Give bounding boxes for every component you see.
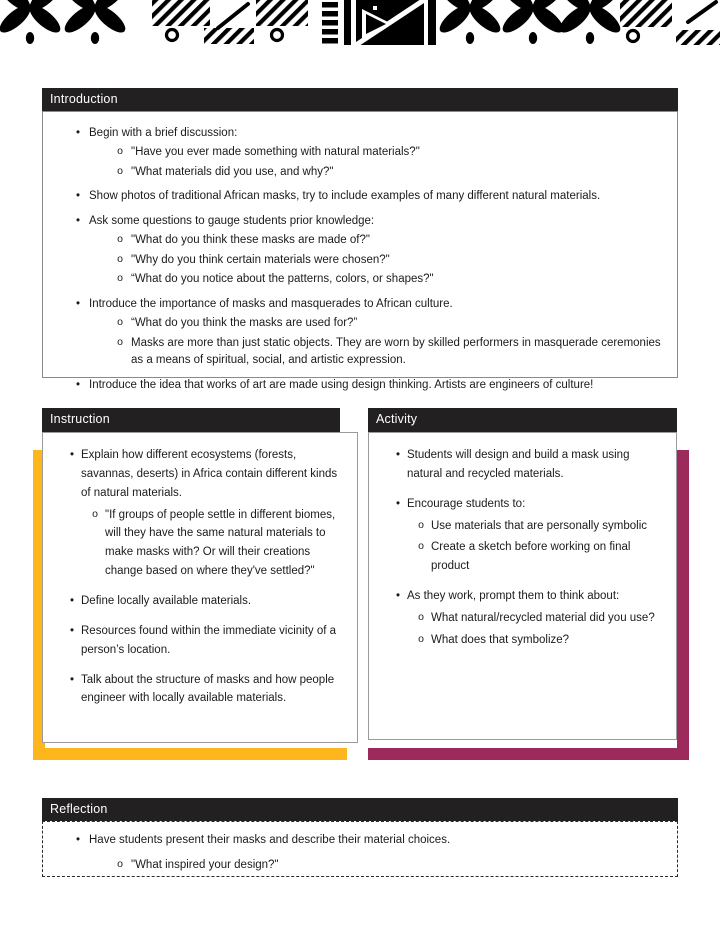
circle-marker: o — [117, 272, 123, 285]
small-ring-icon — [167, 30, 178, 41]
circle-marker: o — [117, 335, 123, 348]
list-item-text: “What do you notice about the patterns, colors, or shapes?" — [131, 273, 434, 286]
list-item — [369, 587, 676, 606]
circle-marker: o — [92, 507, 98, 520]
list-item — [43, 232, 677, 249]
list-item-text: "Have you ever made something with natural materials?" — [131, 146, 420, 159]
diagonal-stripes-icon — [152, 0, 210, 26]
instruction-box — [42, 432, 358, 743]
list-item — [369, 631, 676, 650]
list-item-text: Introduce the idea that works of art are made using design thinking. Artists are engineers of culture! — [89, 378, 594, 391]
introduction-section-header: Introduction — [42, 88, 678, 111]
bullet-marker: • — [75, 378, 81, 391]
instruction-list — [43, 433, 357, 708]
list-item-text: Students will design and build a mask using natural and recycled materials. — [407, 449, 630, 480]
list-item-text: Create a sketch before working on final product — [431, 541, 631, 573]
list-item — [43, 832, 677, 849]
bullet-marker: • — [75, 127, 81, 139]
bullet-marker: • — [75, 297, 81, 310]
list-item-text: "If groups of people settle in different biomes, will they have the same natural materials to make masks with? Or will their creations change based on where they've settled?" — [105, 508, 336, 578]
reflection-box — [42, 821, 678, 877]
list-item — [43, 315, 677, 332]
list-item-text: Introduce the importance of masks and masquerades to African culture. — [89, 297, 453, 310]
list-item — [369, 538, 676, 576]
bullet-marker: • — [69, 449, 75, 461]
bullet-marker: • — [75, 190, 81, 203]
list-item — [43, 144, 677, 161]
list-item — [369, 517, 676, 536]
list-item — [43, 377, 677, 394]
reflection-list — [43, 822, 677, 875]
bullet-marker: • — [75, 214, 81, 227]
list-item-text: Define locally available materials. — [81, 595, 252, 608]
reflection-section-header: Reflection — [42, 798, 678, 821]
activity-accent-bottom-bar — [368, 748, 689, 760]
instruction-accent-bottom-bar — [33, 748, 347, 760]
list-item-text: Use materials that are personally symbolic — [431, 519, 648, 532]
circle-marker: o — [418, 540, 424, 553]
list-item — [43, 271, 677, 288]
list-item — [43, 446, 357, 503]
list-item-text: Explain how different ecosystems (forests, savannas, deserts) in Africa contain different kinds of natural materials. — [81, 449, 338, 499]
bullet-marker: • — [69, 624, 75, 637]
list-item — [43, 125, 677, 142]
circle-marker: o — [418, 518, 424, 531]
triangle-block-icon — [356, 0, 436, 45]
list-item — [43, 252, 677, 269]
list-item-text: Have students present their masks and describe their material choices. — [89, 834, 451, 846]
list-item-text: Talk about the structure of masks and how people engineer with locally available materials. — [81, 673, 335, 705]
list-item-text: “What do you think the masks are used for?” — [131, 317, 358, 330]
list-item — [43, 188, 677, 205]
list-item — [43, 671, 357, 709]
list-item-text: Show photos of traditional African masks, try to include examples of many different natural materials. — [89, 190, 601, 203]
list-item — [43, 164, 677, 181]
list-item-text: "What materials did you use, and why?" — [131, 165, 334, 178]
list-item — [43, 506, 357, 581]
list-item-text: Encourage students to: — [407, 497, 526, 510]
list-item-text: "Why do you think certain materials were chosen?" — [131, 253, 390, 266]
list-item — [43, 335, 677, 370]
introduction-list — [43, 112, 677, 394]
list-item-text: Masks are more than just static objects. They are worn by skilled performers in masquerade ceremonies as a means of spiritual, social, and artistic expression. — [131, 336, 661, 367]
circle-marker: o — [117, 252, 123, 265]
bullet-marker: • — [75, 834, 81, 846]
list-item — [43, 296, 677, 313]
bullet-marker: • — [395, 590, 401, 603]
list-item-text: As they work, prompt them to think about: — [407, 590, 620, 603]
list-item — [43, 213, 677, 230]
activity-box — [368, 432, 677, 740]
activity-section-header: Activity — [368, 408, 677, 432]
bullet-marker: • — [69, 595, 75, 608]
circle-marker: o — [117, 145, 123, 158]
list-item — [369, 609, 676, 628]
activity-accent-right-bar — [677, 450, 689, 760]
list-item — [43, 622, 357, 660]
circle-marker: o — [117, 233, 123, 246]
list-item — [43, 592, 357, 611]
list-item-text: What does that symbolize? — [431, 633, 570, 646]
list-item-text: "What do you think these masks are made of?" — [131, 234, 370, 247]
activity-list — [369, 433, 676, 650]
list-item-text: Resources found within the immediate vicinity of a person’s location. — [81, 624, 337, 656]
african-pattern-banner — [0, 0, 720, 45]
bullet-marker: • — [69, 673, 75, 686]
list-item — [369, 446, 676, 484]
circle-marker: o — [117, 316, 123, 329]
list-item-text: "What inspired your design?" — [131, 859, 279, 872]
list-item — [43, 857, 677, 874]
circle-marker: o — [117, 858, 123, 871]
bullet-marker: • — [395, 497, 401, 510]
list-item-text: What natural/recycled material did you use? — [431, 612, 655, 625]
bar-stack-icon — [322, 0, 351, 45]
circle-marker: o — [117, 164, 123, 177]
circle-marker: o — [418, 632, 424, 645]
bullet-marker: • — [395, 449, 401, 461]
introduction-box — [42, 111, 678, 391]
list-item-text: Begin with a brief discussion: — [89, 127, 238, 139]
list-item-text: Ask some questions to gauge students prior knowledge: — [89, 214, 375, 227]
instruction-section-header: Instruction — [42, 408, 340, 432]
list-item — [369, 495, 676, 514]
circle-marker: o — [418, 611, 424, 624]
